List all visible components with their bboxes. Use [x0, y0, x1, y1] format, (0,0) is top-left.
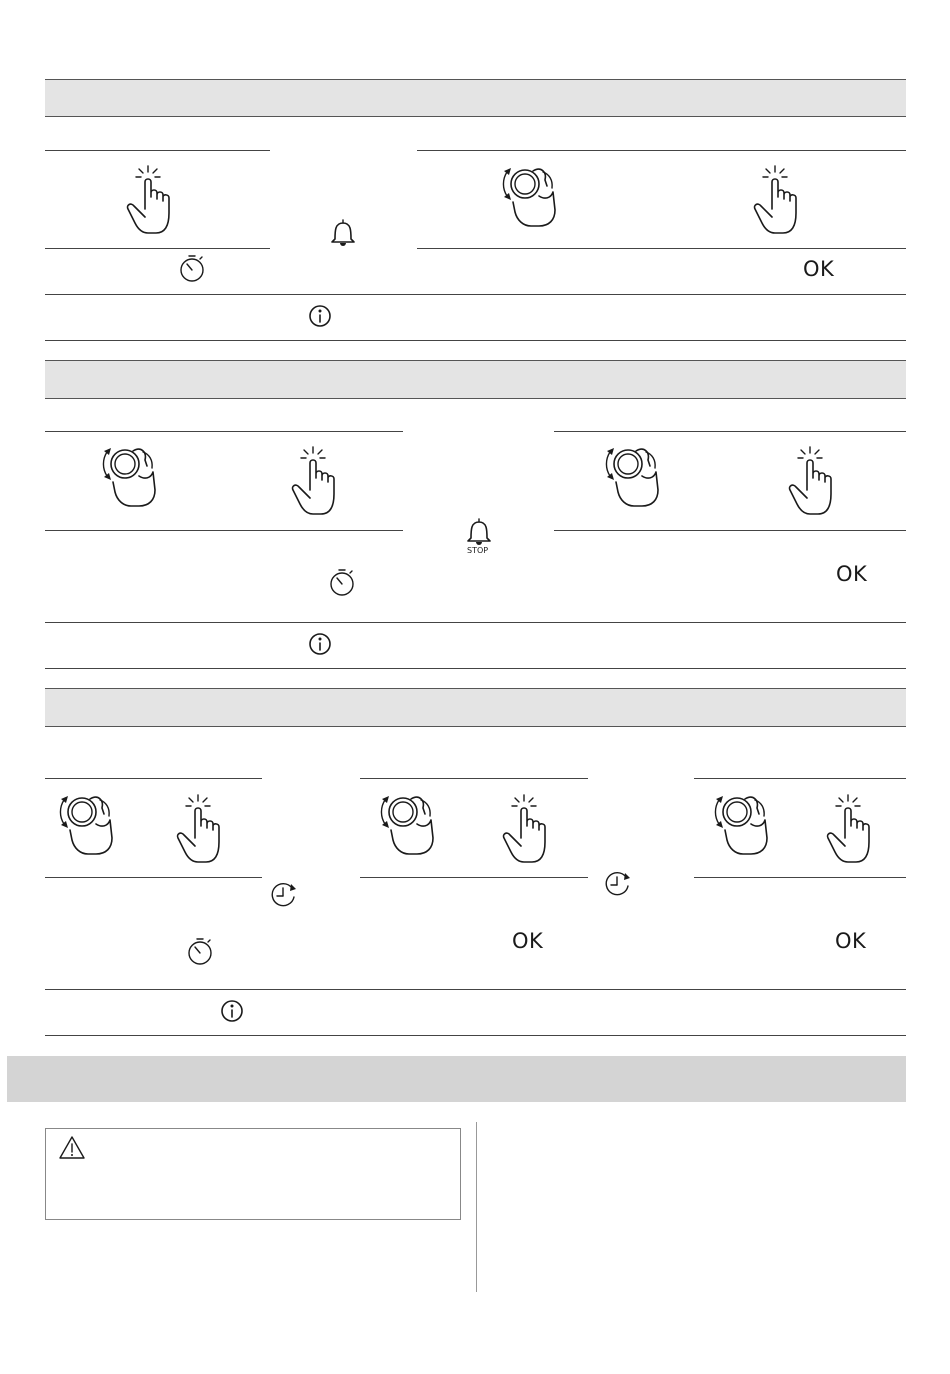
divider [554, 431, 906, 432]
info-icon [320, 316, 321, 317]
ok-label: OK [835, 929, 867, 953]
divider [360, 778, 588, 779]
tap-finger-icon [198, 814, 199, 815]
bell-icon [343, 233, 344, 234]
section-3-header-band [45, 688, 906, 727]
tap-finger-icon [148, 185, 149, 186]
divider [45, 248, 270, 249]
tap-finger-icon [810, 466, 811, 467]
column-divider [476, 1122, 477, 1292]
timer-icon [342, 584, 343, 585]
turn-knob-icon [737, 812, 738, 813]
divider [360, 877, 588, 878]
divider [694, 877, 906, 878]
tap-finger-icon [524, 814, 525, 815]
section-2-header-band [45, 360, 906, 399]
turn-knob-icon [125, 464, 126, 465]
tap-finger-icon [848, 814, 849, 815]
tap-finger-icon [313, 466, 314, 467]
divider [45, 668, 906, 669]
bell-stop-icon [479, 532, 480, 533]
warning-icon [72, 1148, 73, 1149]
clock-icon [283, 895, 284, 896]
tap-finger-icon [775, 185, 776, 186]
section-4-header-band [7, 1056, 906, 1102]
turn-knob-icon [525, 184, 526, 185]
divider [45, 294, 906, 295]
divider [45, 989, 906, 990]
timer-icon [192, 270, 193, 271]
turn-knob-icon [628, 464, 629, 465]
clock-icon [617, 884, 618, 885]
divider [45, 340, 906, 341]
divider [45, 622, 906, 623]
turn-knob-icon [403, 812, 404, 813]
divider [554, 530, 906, 531]
divider [417, 248, 906, 249]
info-icon [232, 1011, 233, 1012]
divider [417, 150, 906, 151]
warning-box [45, 1128, 461, 1220]
timer-icon [200, 953, 201, 954]
ok-label: OK [836, 562, 868, 586]
section-1-header-band [45, 79, 906, 117]
info-icon [320, 644, 321, 645]
divider [45, 150, 270, 151]
divider [694, 778, 906, 779]
divider [45, 877, 262, 878]
ok-label: OK [512, 929, 544, 953]
divider [45, 778, 262, 779]
ok-label: OK [803, 257, 835, 281]
divider [45, 431, 403, 432]
divider [45, 530, 403, 531]
turn-knob-icon [82, 812, 83, 813]
stop-label: STOP [467, 546, 489, 555]
divider [45, 1035, 906, 1036]
